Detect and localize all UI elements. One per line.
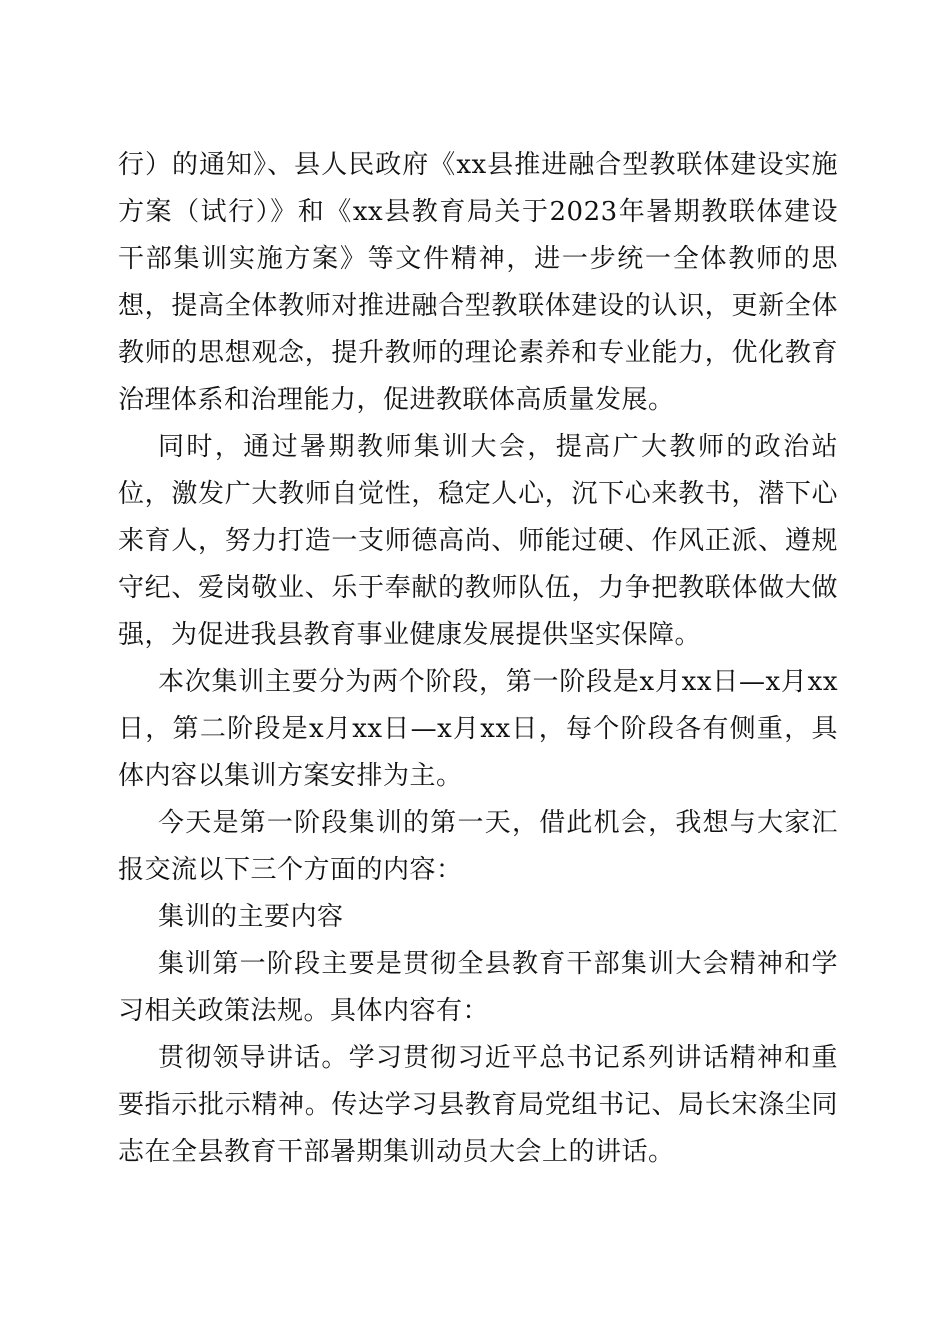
paragraph-training-purpose: 同时，通过暑期教师集训大会，提高广大教师的政治站位，激发广大教师自觉性，稳定人心，沉下心来教书，潜下心来育人，努力打造一支师德高尚、师能过硬、作风正派、遵规守纪、爱岗敬业、乐于奉献的教师队伍，力争把教联体做大做强，为促进我县教育事业健康发展提供坚实保障。 <box>118 432 838 650</box>
document-body <box>118 142 838 1176</box>
paragraph-continuation: 行）的通知》、县人民政府《xx县推进融合型教联体建设实施方案（试行）》和《xx县教育局关于2023年暑期教联体建设干部集训实施方案》等文件精神，进一步统一全体教师的思想，提高全体教师对推进融合型教联体建设的认识，更新全体教师的思想观念，提升教师的理论素养和专业能力，优化教育治理体系和治理能力，促进教联体高质量发展。 <box>118 150 838 415</box>
paragraph-today-intro: 今天是第一阶段集训的第一天，借此机会，我想与大家汇报交流以下三个方面的内容： <box>118 808 838 885</box>
paragraph-leader-speech: 贯彻领导讲话。学习贯彻习近平总书记系列讲话精神和重要指示批示精神。传达学习县教育局党组书记、局长宋涤尘同志在全县教育干部暑期集训动员大会上的讲话。 <box>118 1043 838 1167</box>
section-heading-main-content: 集训的主要内容 <box>158 902 344 932</box>
paragraph-training-stages: 本次集训主要分为两个阶段，第一阶段是x月xx日—x月xx日，第二阶段是x月xx日—x月xx日，每个阶段各有侧重，具体内容以集训方案安排为主。 <box>118 667 838 791</box>
paragraph-stage-one-content: 集训第一阶段主要是贯彻全县教育干部集训大会精神和学习相关政策法规。具体内容有： <box>118 949 838 1026</box>
